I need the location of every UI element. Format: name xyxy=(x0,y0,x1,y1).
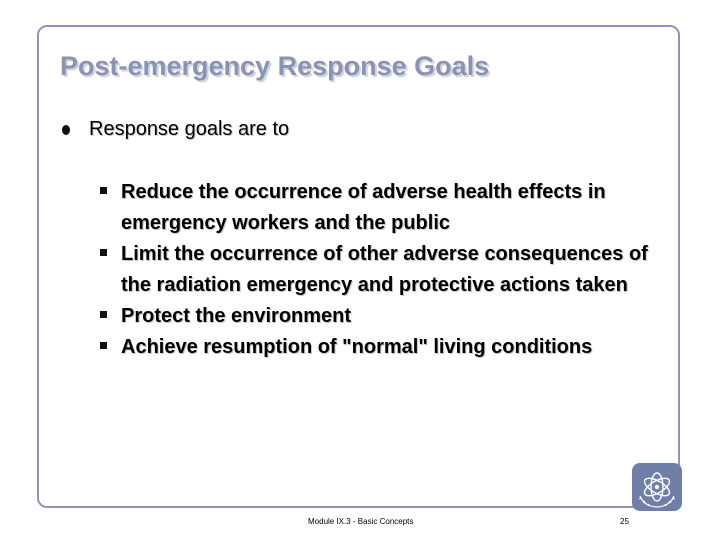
intro-text: Response goals are to xyxy=(89,118,290,140)
goal-text: Achieve resumption of "normal" living conditions xyxy=(121,336,593,358)
goal-text: Limit the occurrence of other adverse consequences of the radiation emergency and protective actions taken xyxy=(121,243,648,296)
list-item xyxy=(98,332,668,363)
square-bullet-icon xyxy=(100,342,107,349)
page-number: 25 xyxy=(620,517,629,526)
goals-list xyxy=(98,177,668,363)
list-item xyxy=(98,301,668,332)
square-bullet-icon xyxy=(100,249,107,256)
round-bullet-icon xyxy=(62,125,70,135)
list-item xyxy=(60,116,660,142)
square-bullet-icon xyxy=(100,311,107,318)
slide-title: Post-emergency Response Goals xyxy=(60,51,490,81)
footer-module: Module IX.3 - Basic Concepts xyxy=(308,517,414,526)
bullet-level1 xyxy=(60,116,660,142)
square-bullet-icon xyxy=(100,187,107,194)
list-item xyxy=(98,239,668,301)
iaea-logo-icon xyxy=(631,462,683,512)
goal-text: Reduce the occurrence of adverse health effects in emergency workers and the public xyxy=(121,181,606,234)
list-item xyxy=(98,177,668,239)
goal-text: Protect the environment xyxy=(121,305,352,327)
